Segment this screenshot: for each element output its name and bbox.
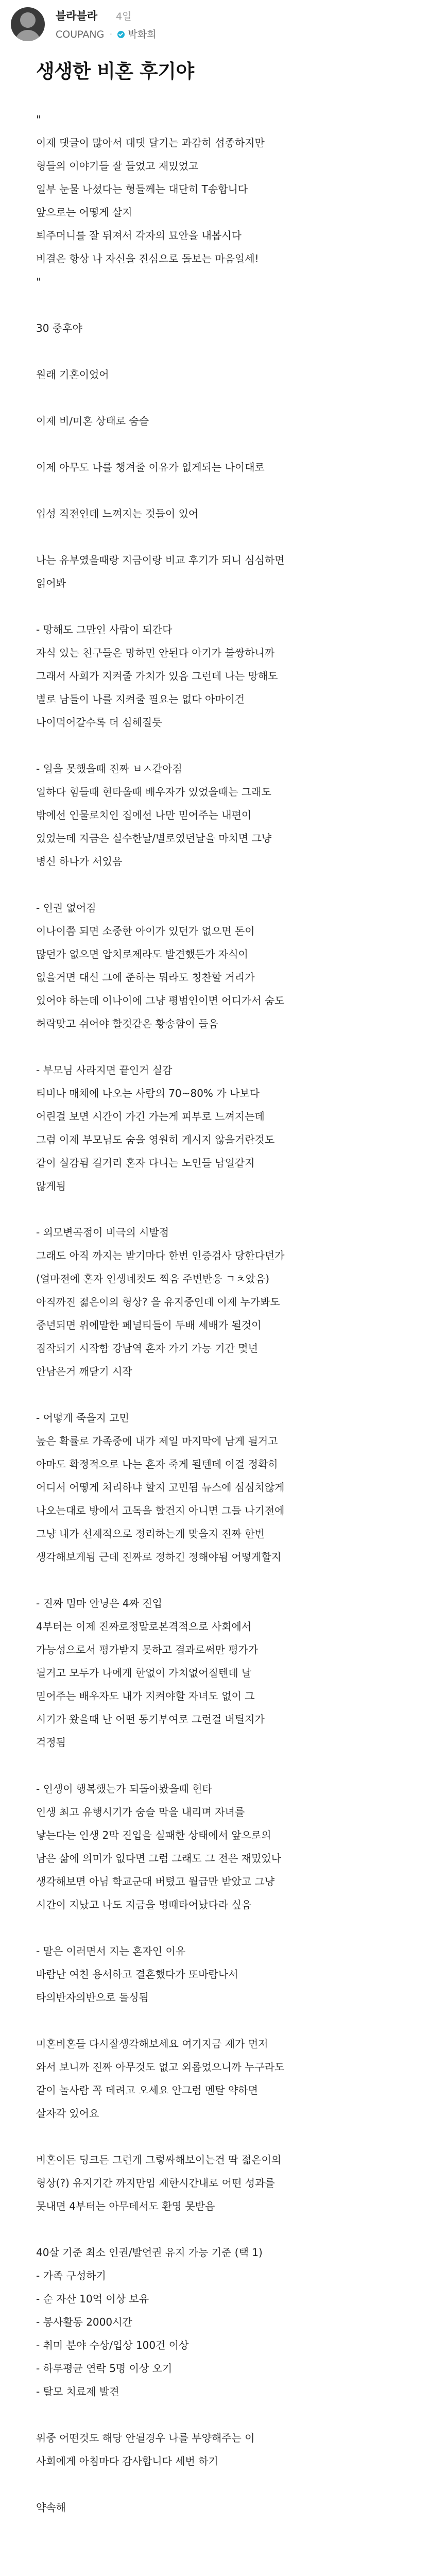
post-body-line: 자식 있는 친구들은 망하면 안된다 아기가 불쌍하니까 (36, 647, 275, 659)
post-body-line (36, 2218, 407, 2241)
avatar-face-icon (20, 12, 36, 28)
post-body-line: 위중 어떤것도 해당 안될경우 나를 부양해주는 이 (36, 2432, 255, 2444)
post-body-line (36, 2473, 407, 2496)
author-role: 박화희 (128, 29, 157, 40)
post-body-line (36, 2009, 407, 2032)
post-body-line: 남은 삶에 의미가 없다면 그럼 그래도 그 전은 재밌었나 (36, 1852, 281, 1865)
post-body-line: 나오는대로 방에서 고독을 할건지 아니면 그들 나기전에 (36, 1504, 285, 1517)
post-body-line: 이제 비/미혼 상태로 숨슬 (36, 415, 149, 427)
post-body-line: 많던가 없으면 압치로제라도 발견했든가 자식이 (36, 948, 248, 960)
post-body-line: (얼마전에 혼자 인생네컷도 찍음 주변반응 ㄱㅊ았음) (36, 1273, 270, 1285)
post-body-line: 이제 댓글이 많아서 대댓 달기는 과감히 섭종하지만 (36, 137, 265, 149)
meta-separator: · (109, 29, 113, 40)
post-body-line: 않게됨 (36, 1180, 66, 1192)
post-body-line (36, 1754, 407, 1777)
post-body-line: 별로 남들이 나를 지켜줄 필요는 없다 아마이건 (36, 693, 245, 705)
post-body-line: 이제 아무도 나를 챙겨줄 이유가 없게되는 나이대로 (36, 461, 265, 473)
post-body-line (36, 1198, 407, 1221)
post-body-line (36, 595, 407, 618)
post-body-line: 앞으로는 어떻게 살지 (36, 206, 132, 218)
post-body-line: 믿어주는 배우자도 내가 지켜야할 자녀도 없이 그 (36, 1690, 255, 1702)
post-body-line: 아직까진 젊은이의 형상? 을 유지중인데 이제 누가봐도 (36, 1296, 280, 1308)
post-body-line: 그냥 내가 선제적으로 정리하는게 맞을지 진짜 한번 (36, 1528, 265, 1540)
post-body-line: 어린걸 보면 시간이 가긴 가는게 피부로 느껴지는데 (36, 1110, 265, 1123)
avatar-body-icon (15, 30, 41, 41)
post-body-line: 형상(?) 유지기간 까지만임 제한시간내로 어떤 성과를 (36, 2177, 275, 2189)
verified-icon (117, 31, 125, 38)
post-body-line: 가능성으로서 평가받지 못하고 결과로써만 평가가 (36, 1643, 259, 1656)
post-body-line: 시기가 왔을때 난 어떤 동기부여로 그런걸 버틸지가 (36, 1713, 265, 1725)
post-body-line: 살자각 있어요 (36, 2107, 99, 2120)
post-body-line: 없을거면 대신 그에 준하는 뭐라도 칭찬할 거리가 (36, 971, 255, 984)
post-body-line: 걱정됨 (36, 1736, 66, 1749)
post-body-line: 퇴주머니를 잘 뒤져서 각자의 묘안을 내봅시다 (36, 229, 242, 242)
post-body-line: 병신 하나가 서있음 (36, 855, 123, 868)
post-age: 4일 (116, 11, 132, 22)
post-body-line: 될거고 모두가 나에게 한없이 가치없어질텐데 날 (36, 1667, 252, 1679)
post-body-line: 바람난 여친 용서하고 결혼했다가 또바람나서 (36, 1968, 238, 1980)
post-body-line (36, 873, 407, 896)
post-body-line: 읽어봐 (36, 577, 66, 589)
post-body-line: 그래서 사회가 지켜줄 가치가 있음 그런데 나는 망해도 (36, 670, 278, 682)
post-body-line: - 망해도 그만인 사람이 되간다 (36, 623, 173, 636)
post-body-line (36, 526, 407, 549)
post-body-line (36, 2403, 407, 2427)
post-body-line (36, 386, 407, 410)
post-body-line: " (36, 113, 41, 126)
post-body-line: 비혼이든 딩크든 그런게 그렇싸해보이는건 딱 젊은이의 (36, 2154, 282, 2166)
company-name[interactable]: COUPANG (56, 29, 105, 40)
post-body-line: - 하루평균 연락 5명 이상 오기 (36, 2362, 173, 2375)
post-body-line: 입성 직전인데 느껴지는 것들이 있어 (36, 507, 199, 520)
post-body-line: 4부터는 이제 진짜로정말로본격적으로 사회에서 (36, 1620, 252, 1633)
post-body-line (36, 1569, 407, 1592)
post-body (36, 108, 407, 2519)
post-body-line (36, 294, 407, 317)
post-body-line: 있어야 하는데 이나이에 그냥 평범인이면 어디가서 숨도 (36, 994, 285, 1007)
post-body-line: 허락맞고 쉬어야 할것같은 황송함이 들음 (36, 1018, 218, 1030)
post-body-line: 안남은거 깨닫기 시작 (36, 1365, 132, 1378)
post-body-line: 생각해보면 아님 학교군대 버텼고 월급만 받았고 그냥 (36, 1875, 275, 1888)
post-body-line: - 인생이 행복했는가 되돌아봤을때 현타 (36, 1783, 212, 1795)
post-body-line: 약속해 (36, 2501, 66, 2514)
post-body-line: 아마도 확정적으로 나는 혼자 죽게 될텐데 이걸 정확히 (36, 1458, 278, 1470)
post-body-line (36, 734, 407, 757)
post-body-line: 이나이쯤 되면 소중한 아이가 있던가 없으면 돈이 (36, 925, 255, 937)
post-body-line: 못내면 4부터는 아무데서도 환영 못받음 (36, 2200, 215, 2212)
post-body-line: 낳는다는 인생 2막 진입을 실패한 상태에서 앞으로의 (36, 1829, 271, 1841)
post-body-line: 원래 기혼이었어 (36, 368, 109, 381)
avatar[interactable] (11, 7, 45, 41)
post-body-line (36, 2125, 407, 2148)
author-name[interactable]: 블라블라 (56, 10, 98, 22)
post-body-line: - 말은 이러면서 지는 혼자인 이유 (36, 1945, 186, 1957)
post-body-line: 그래도 아직 까지는 받기마다 한번 인증검사 당한다던가 (36, 1249, 285, 1262)
post-body-line: - 어떻게 죽을지 고민 (36, 1412, 129, 1424)
post-body-line: - 외모변곡점이 비극의 시발점 (36, 1226, 169, 1239)
post-body-line: 사회에게 아침마다 감사합니다 세번 하기 (36, 2455, 218, 2467)
post-body-line: 인생 최고 유행시기가 숨슬 막을 내리며 자녀를 (36, 1806, 245, 1818)
post-body-line: 밖에선 인물로치인 집에선 나만 믿어주는 내편이 (36, 809, 252, 821)
post-body-line (36, 340, 407, 363)
post-body-line: 미혼비혼들 다시잘생각해보세요 여기지금 제가 먼저 (36, 2038, 268, 2050)
post-body-line: - 탈모 치료제 발견 (36, 2385, 119, 2398)
post-body-line: 30 중후야 (36, 322, 82, 334)
post-body-line: 나는 유부였을때랑 지금이랑 비교 후기가 되니 심심하면 (36, 554, 285, 566)
post-body-line: - 진짜 멈마 안닝은 4짜 진입 (36, 1597, 162, 1609)
post-body-line: 일하다 힘들때 현타올때 배우자가 있었을때는 그래도 (36, 786, 271, 798)
post-body-line: - 취미 분야 수상/입상 100건 이상 (36, 2339, 189, 2351)
post-body-line (36, 433, 407, 456)
post-body-line: 나이먹어갈수록 더 심해질듯 (36, 716, 162, 728)
post-body-line: - 일을 못했을때 진짜 ㅂㅅ같아짐 (36, 762, 182, 775)
post-body-line: 타의반자의반으로 돌싱됨 (36, 1991, 149, 2004)
post-body-line: 와서 보니까 진짜 아무것도 없고 외롭었으니까 누구라도 (36, 2061, 285, 2073)
post-body-line: 형들의 이야기들 잘 들었고 재밌었고 (36, 160, 199, 172)
post-body-line: 같이 실감됨 길거리 혼자 다니는 노인들 남일같지 (36, 1157, 255, 1169)
post-body-line: 일부 눈물 나셨다는 형들께는 대단히 T송합니다 (36, 183, 248, 195)
post-body-line (36, 1383, 407, 1406)
post-body-line (36, 1036, 407, 1059)
post-body-line: 그럼 이제 부모님도 숨을 영원히 게시지 않을거란것도 (36, 1133, 275, 1146)
post-body-line: - 가족 구성하기 (36, 2269, 106, 2282)
post-body-line: 짐작되기 시작함 강남역 혼자 가기 가능 기간 몇년 (36, 1342, 258, 1354)
post-body-line: 티비나 매체에 나오는 사람의 70~80% 가 나보다 (36, 1087, 260, 1099)
post-body-line: - 봉사활동 2000시간 (36, 2316, 132, 2328)
post-body-line: " (36, 276, 41, 288)
post-body-line: 비결은 항상 나 자신을 진심으로 돌보는 마음일세! (36, 252, 259, 265)
post-body-line: 같이 놀사람 꼭 데려고 오세요 안그럼 멘탈 약하면 (36, 2084, 258, 2096)
post-body-line: 높은 확률로 가족중에 내가 제일 마지막에 남게 될거고 (36, 1435, 278, 1447)
post-body-line: 40살 기준 최소 인권/발언권 유지 가능 기준 (택 1) (36, 2246, 263, 2259)
post-body-line: 생각해보게됨 근데 진짜로 정하긴 정해야됨 어떻게할지 (36, 1551, 282, 1563)
post-body-line (36, 479, 407, 502)
post-body-line: - 부모님 사라지면 끝인거 실감 (36, 1064, 173, 1076)
post-body-line: 중년되면 위에말한 페널티들이 두배 세배가 될것이 (36, 1319, 262, 1331)
post-body-line: 시간이 지났고 나도 지금을 멍때타어났다라 싶음 (36, 1899, 252, 1911)
post-body-line: - 순 자산 10억 이상 보유 (36, 2293, 149, 2305)
post-title: 생생한 비혼 후기야 (36, 60, 194, 82)
post-body-line: - 인권 없어짐 (36, 902, 96, 914)
post-body-line: 있었는데 지금은 실수한날/별로였던날을 마치면 그냥 (36, 832, 272, 844)
author-meta (56, 27, 156, 41)
post-header (0, 0, 430, 49)
post-body-line: 어디서 어떻게 처리하냐 할지 고민됨 뉴스에 심심치않게 (36, 1481, 285, 1494)
post-body-line (36, 1917, 407, 1940)
